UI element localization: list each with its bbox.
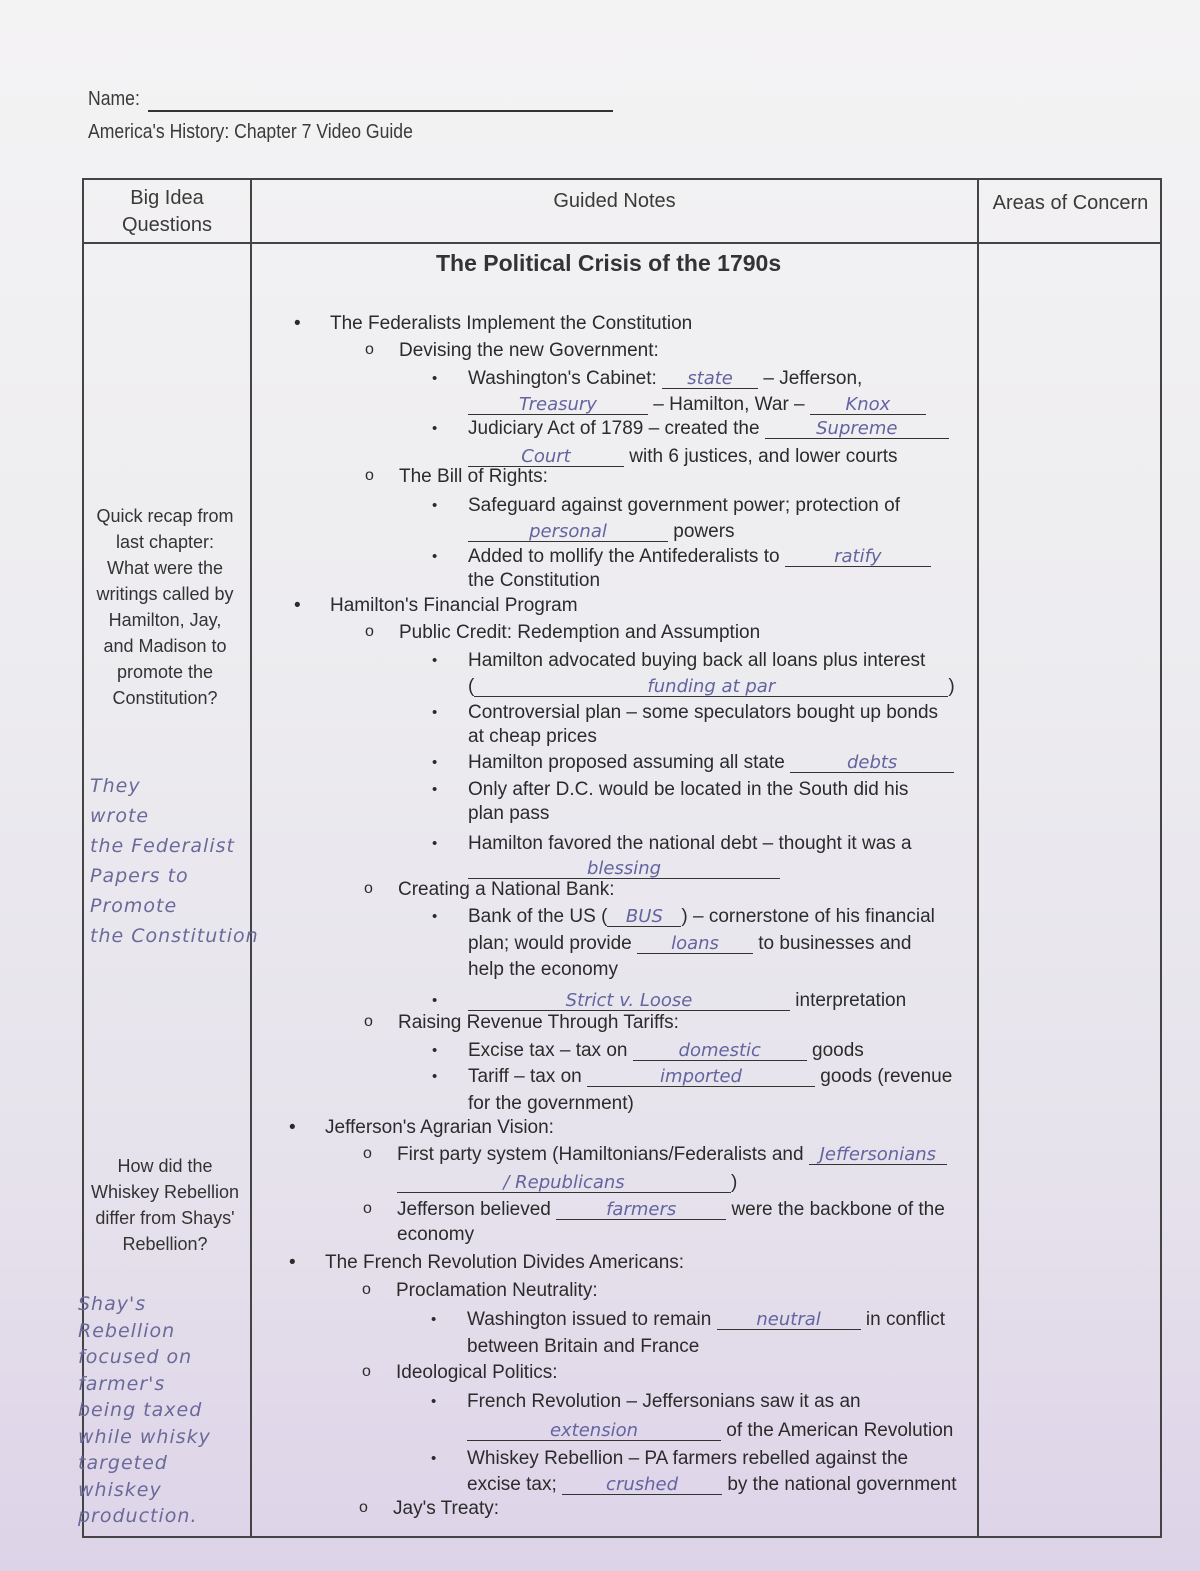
blank-treasury[interactable]: Treasury xyxy=(468,396,648,415)
big-idea-header: Big Idea Questions xyxy=(121,187,213,236)
guided-notes-header: Guided Notes xyxy=(553,190,676,212)
handwritten-answer-line: Promote xyxy=(90,895,178,917)
handwritten-answer-line: the Constitution xyxy=(90,925,259,947)
sub-neutrality: o Proclamation Neutrality: xyxy=(396,1280,598,1302)
handwritten-answer-line: while whisky xyxy=(78,1425,211,1448)
column-divider xyxy=(250,180,252,1536)
handwritten-answer-line: targeted xyxy=(78,1452,168,1474)
blank-farmers[interactable]: farmers xyxy=(556,1201,726,1220)
blank-republicans[interactable]: / Republicans xyxy=(397,1174,731,1193)
blank-supreme[interactable]: Supreme xyxy=(765,420,949,439)
header-divider xyxy=(84,242,1160,244)
note-tariff-cont: for the government) xyxy=(468,1093,634,1114)
note-safeguard-cont: personal powers xyxy=(468,521,735,543)
note-neutral-cont: between Britain and France xyxy=(467,1336,700,1357)
question-two: How did the Whiskey Rebellion differ from Shays' Rebellion? xyxy=(90,1156,240,1254)
blank-personal[interactable]: personal xyxy=(468,523,668,542)
note-excise: • Excise tax – tax on domestic goods xyxy=(468,1040,864,1062)
note-party-system: o First party system (Hamiltonians/Federalists and Jeffersonians xyxy=(397,1144,947,1166)
blank-jeffersonians[interactable]: Jeffersonians xyxy=(809,1146,947,1165)
note-safeguard: • Safeguard against government power; protection of xyxy=(468,495,900,517)
sub-ideological-politics: o Ideological Politics: xyxy=(396,1362,558,1384)
handwritten-answer-line: focused on xyxy=(78,1346,193,1368)
blank-imported[interactable]: imported xyxy=(587,1068,815,1087)
note-funding: ( funding at par ) xyxy=(468,676,955,697)
note-cabinet: • Washington's Cabinet: state – Jefferson, xyxy=(468,368,862,390)
handwritten-answer-line: being taxed xyxy=(78,1399,203,1421)
handwritten-answer-line: farmer's xyxy=(78,1372,166,1395)
blank-court[interactable]: Court xyxy=(468,448,624,467)
sub-national-bank: o Creating a National Bank: xyxy=(398,879,615,901)
note-judiciary: • Judiciary Act of 1789 – created the Supreme xyxy=(468,418,949,440)
blank-ratify[interactable]: ratify xyxy=(785,548,931,567)
note-crushed: excise tax; crushed by the national government xyxy=(467,1474,957,1495)
note-controversial: • Controversial plan – some speculators bought up bonds xyxy=(468,702,938,724)
note-french-revolution: • French Revolution – Jeffersonians saw it as an xyxy=(467,1391,861,1413)
name-blank xyxy=(148,110,613,112)
handwritten-answer-line: the Federalist xyxy=(90,835,235,857)
blank-domestic[interactable]: domestic xyxy=(633,1042,807,1061)
blank-loans[interactable]: loans xyxy=(637,935,753,954)
note-assuming-debts: • Hamilton proposed assuming all state debts xyxy=(468,752,954,774)
blank-blessing[interactable]: blessing xyxy=(468,860,780,879)
note-mollify: • Added to mollify the Antifederalists to ratify xyxy=(468,546,931,568)
note-dc-south: • Only after D.C. would be located in the South did his xyxy=(468,779,908,801)
note-mollify-cont: the Constitution xyxy=(468,570,601,591)
blank-crushed[interactable]: crushed xyxy=(562,1476,722,1495)
heading-federalists: • The Federalists Implement the Constitution xyxy=(330,313,692,335)
question-one: Quick recap from last chapter: What were the writings called by Hamilton, Jay, and Madison to promote the Constitution? xyxy=(96,506,234,708)
blank-war[interactable]: Knox xyxy=(810,396,926,415)
heading-french-revolution: • The French Revolution Divides Americans: xyxy=(325,1252,684,1274)
note-bank-us: • Bank of the US ( BUS ) – cornerstone of his financial xyxy=(468,906,935,928)
note-buying-back: • Hamilton advocated buying back all loans plus interest xyxy=(468,650,925,672)
handwritten-answer-line: Papers to xyxy=(90,865,189,887)
blank-state[interactable]: state xyxy=(662,370,758,389)
blank-debts[interactable]: debts xyxy=(790,754,954,773)
note-extension: extension of the American Revolution xyxy=(467,1420,953,1442)
note-bank-loans: plan; would provide loans to businesses and xyxy=(468,933,912,954)
note-whiskey-rebellion: • Whiskey Rebellion – PA farmers rebelled against the xyxy=(467,1448,908,1470)
blank-funding[interactable]: funding at par xyxy=(474,678,948,697)
note-interpretation: • Strict v. Loose interpretation xyxy=(468,990,906,1012)
note-dc-south-cont: plan pass xyxy=(468,803,550,824)
note-party-system-cont: / Republicans ) xyxy=(397,1172,737,1194)
sub-public-credit: o Public Credit: Redemption and Assumption xyxy=(399,622,760,644)
handwritten-answer-line: wrote xyxy=(90,805,150,827)
handwritten-answer-line: They xyxy=(90,775,141,797)
blank-neutral[interactable]: neutral xyxy=(717,1311,861,1330)
handwritten-answer-line: production. xyxy=(78,1505,198,1527)
sub-jays-treaty: o Jay's Treaty: xyxy=(393,1498,499,1520)
note-bank-economy: help the economy xyxy=(468,959,618,980)
areas-of-concern-header: Areas of Concern xyxy=(992,192,1149,214)
blank-strict-loose[interactable]: Strict v. Loose xyxy=(468,992,790,1011)
sub-tariffs: o Raising Revenue Through Tariffs: xyxy=(398,1012,679,1034)
handwritten-answer-line: whiskey xyxy=(78,1478,162,1501)
handwritten-answer-line: Shay's xyxy=(78,1293,147,1315)
note-neutral: • Washington issued to remain neutral in conflict xyxy=(467,1309,945,1331)
worksheet-subtitle: America's History: Chapter 7 Video Guide xyxy=(88,121,413,143)
heading-agrarian: • Jefferson's Agrarian Vision: xyxy=(325,1117,554,1139)
note-farmers-cont: economy xyxy=(397,1224,475,1245)
blank-extension[interactable]: extension xyxy=(467,1422,721,1441)
note-farmers: o Jefferson believed farmers were the backbone of the xyxy=(397,1199,945,1221)
handwritten-answer-line: Rebellion xyxy=(78,1319,176,1342)
note-cabinet-cont: Treasury – Hamilton, War – Knox xyxy=(468,394,926,416)
note-tariff: • Tariff – tax on imported goods (revenue xyxy=(468,1066,952,1088)
note-national-debt: • Hamilton favored the national debt – thought it was a xyxy=(468,833,912,855)
sub-devising-government: o Devising the new Government: xyxy=(399,340,659,362)
column-divider xyxy=(977,180,979,1536)
sub-bill-of-rights: o The Bill of Rights: xyxy=(399,466,548,488)
note-judiciary-cont: Court with 6 justices, and lower courts xyxy=(468,446,898,468)
name-label: Name: xyxy=(88,88,140,110)
blank-bus[interactable]: BUS xyxy=(607,908,681,927)
section-title: The Political Crisis of the 1790s xyxy=(436,250,782,276)
heading-financial-program: • Hamilton's Financial Program xyxy=(330,595,578,617)
note-controversial-cont: at cheap prices xyxy=(468,726,597,747)
note-blessing xyxy=(468,858,780,880)
